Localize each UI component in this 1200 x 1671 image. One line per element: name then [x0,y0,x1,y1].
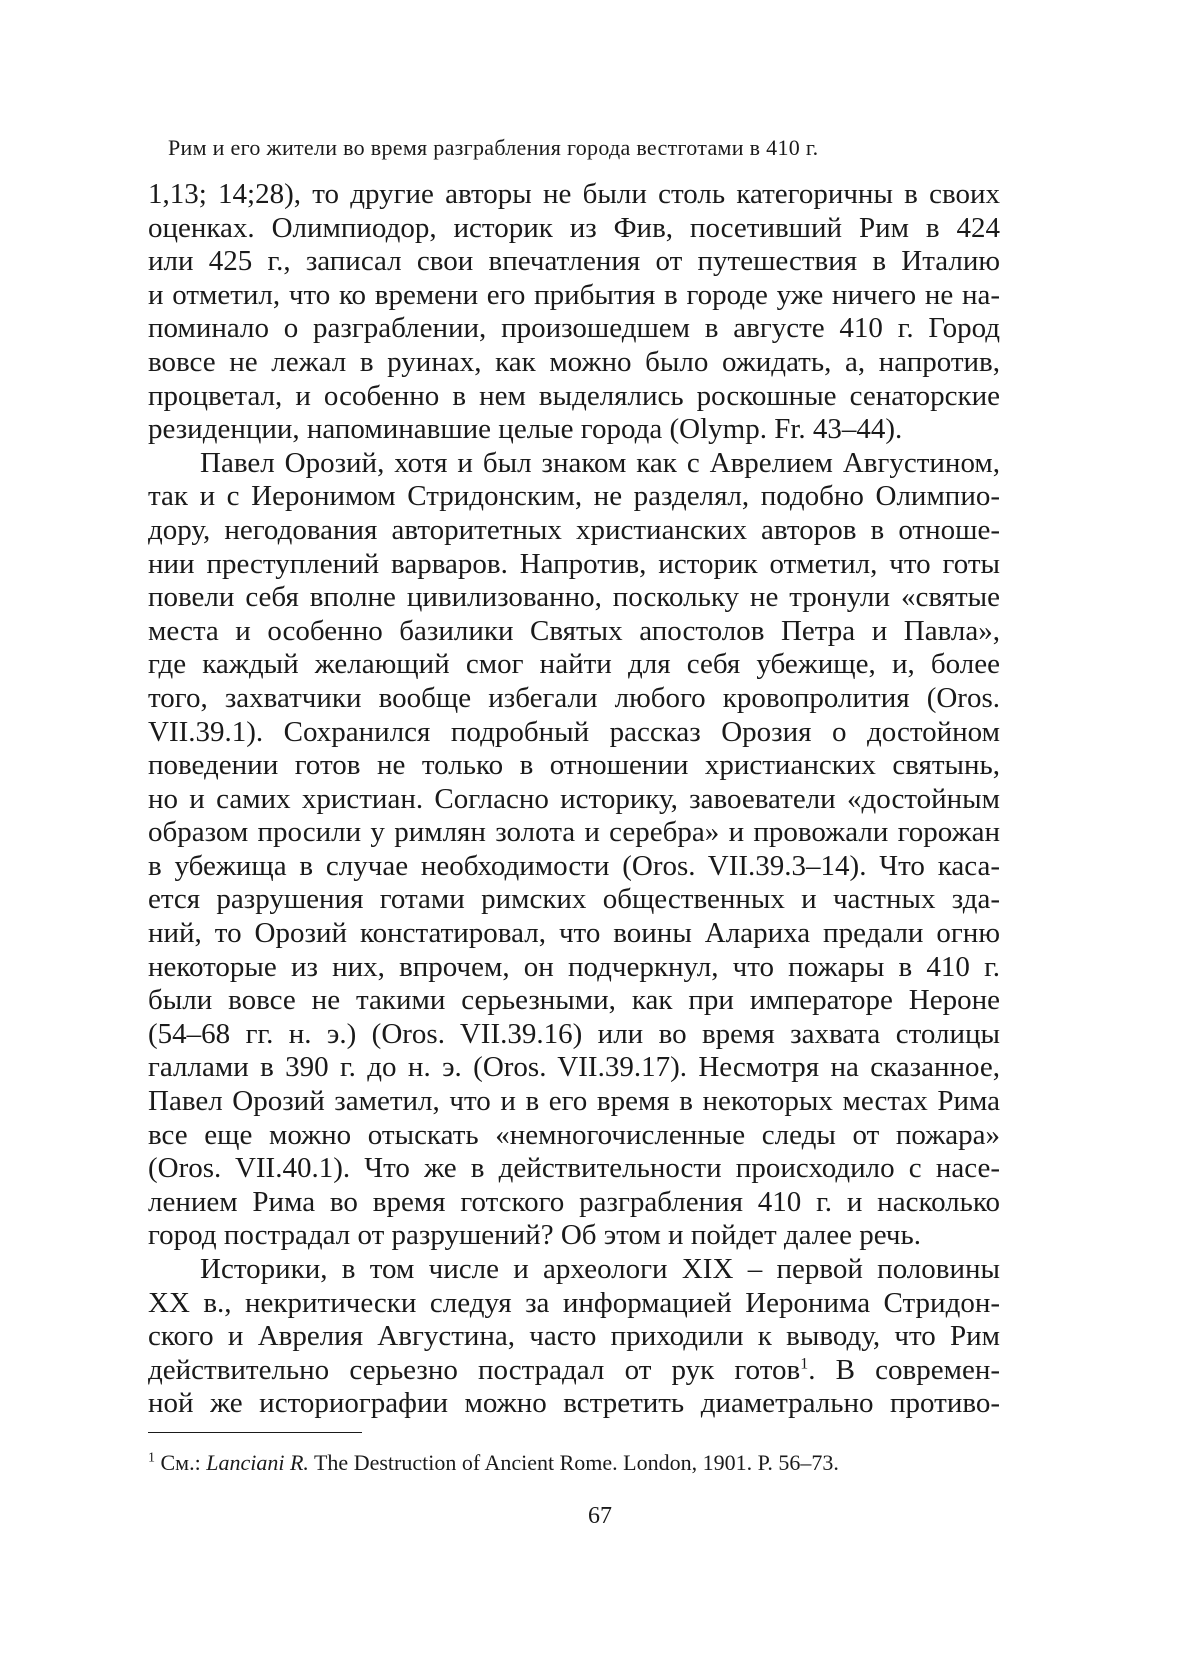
text-line: ется разрушения готами римских общественных и частных зда- [148,883,1000,916]
text-line: (54–68 гг. н. э.) (Oros. VII.39.16) или во время захвата столицы [148,1017,1000,1050]
text-segment: действительно серьезно пострадал от рук готов [148,1353,801,1386]
footnote-ref[interactable]: 1 [800,1355,809,1373]
footnote-author: Lanciani R. [206,1450,309,1475]
footnote-mark: 1 [148,1450,155,1466]
main-text [148,178,1000,1421]
text-line: город пострадал от разрушений? Об этом и пойдет далее речь. [148,1219,921,1252]
text-line: оценках. Олимпиодор, историк из Фив, посетивший Рим в 424 [148,211,1000,244]
text-line: были вовсе не такими серьезными, как при императоре Нероне [148,984,1000,1017]
text-line: образом просили у римлян золота и серебра» и провожали горожан [148,816,1000,849]
text-segment: . В современ- [808,1353,1001,1386]
footnote-text: The Destruction of Ancient Rome. London, 1901. P. 56–73. [308,1450,839,1475]
text-line: галлами в 390 г. до н. э. (Oros. VII.39.17). Несмотря на сказанное, [148,1051,1000,1084]
paragraph-3 [148,1253,1000,1421]
text-line: но и самих христиан. Согласно историку, завоеватели «достойным [148,782,1000,815]
page-number: 67 [588,1503,612,1529]
text-line-with-footnote-ref [148,1354,1000,1388]
paragraph-1 [148,178,1000,447]
text-line: ского и Аврелия Августина, часто приходили к выводу, что Рим [148,1320,1000,1353]
text-line: процветал, и особенно в нем выделялись роскошные сенаторские [148,379,1000,412]
text-line: вовсе не лежал в руинах, как можно было ожидать, а, напротив, [148,345,1000,378]
text-line: все еще можно отыскать «немногочисленные следы от пожара» [148,1118,1000,1151]
text-line: Павел Орозий заметил, что и в его время в некоторых местах Рима [148,1085,1000,1118]
text-line: резиденции, напоминавшие целые города (Olymp. Fr. 43–44). [148,413,903,446]
text-line: или 425 г., записал свои впечатления от путешествия в Италию [148,245,1000,278]
text-line: Историки, в том числе и археологи XIX – первой половины [200,1253,1000,1285]
footnote-prefix: См.: [160,1450,207,1475]
text-line: поведении готов не только в отношении христианских святынь, [148,749,1000,782]
text-line: повели себя вполне цивилизованно, поскольку не тронули «святые [148,581,1000,614]
paragraph-2 [148,447,1000,1253]
text-line: ной же историографии можно встретить диаметрально противо- [148,1387,1000,1420]
text-line: того, захватчики вообще избегали любого кровопролития (Oros. [148,681,1000,714]
text-line: в убежища в случае необходимости (Oros. VII.39.3–14). Что каса- [148,849,1000,882]
text-line: где каждый желающий смог найти для себя убежище, и, более [148,648,1000,681]
footnote-divider [148,1432,362,1433]
text-line: и отметил, что ко времени его прибытия в городе уже ничего не на- [148,278,1000,311]
text-line: XX в., некритически следуя за информацией Иеронима Стридон- [148,1286,1000,1319]
text-line: Павел Орозий, хотя и был знаком как с Аврелием Августином, [200,446,1000,479]
text-line: 1,13; 14;28), то другие авторы не были столь категоричны в своих [148,178,1000,210]
text-line: (Oros. VII.40.1). Что же в действительности происходило с насе- [148,1152,1000,1185]
text-line: так и с Иеронимом Стридонским, не разделял, подобно Олимпио- [148,480,1000,513]
text-line: дору, негодования авторитетных христианских авторов в отноше- [148,513,1000,546]
text-line: нии преступлений варваров. Напротив, историк отметил, что готы [148,547,1000,580]
footnote [148,1450,1000,1476]
text-line: места и особенно базилики Святых апостолов Петра и Павла», [148,614,1000,647]
text-line: некоторые из них, впрочем, он подчеркнул, что пожары в 410 г. [148,950,1000,983]
running-head: Рим и его жители во время разграбления города вестготами в 410 г. [168,135,819,160]
text-line: поминало о разграблении, произошедшем в августе 410 г. Город [148,312,1000,345]
text-line: лением Рима во время готского разграбления 410 г. и насколько [148,1185,1000,1218]
text-line: VII.39.1). Сохранился подробный рассказ Орозия о достойном [148,715,1000,748]
text-line: ний, то Орозий констатировал, что воины Алариха предали огню [148,917,1000,950]
